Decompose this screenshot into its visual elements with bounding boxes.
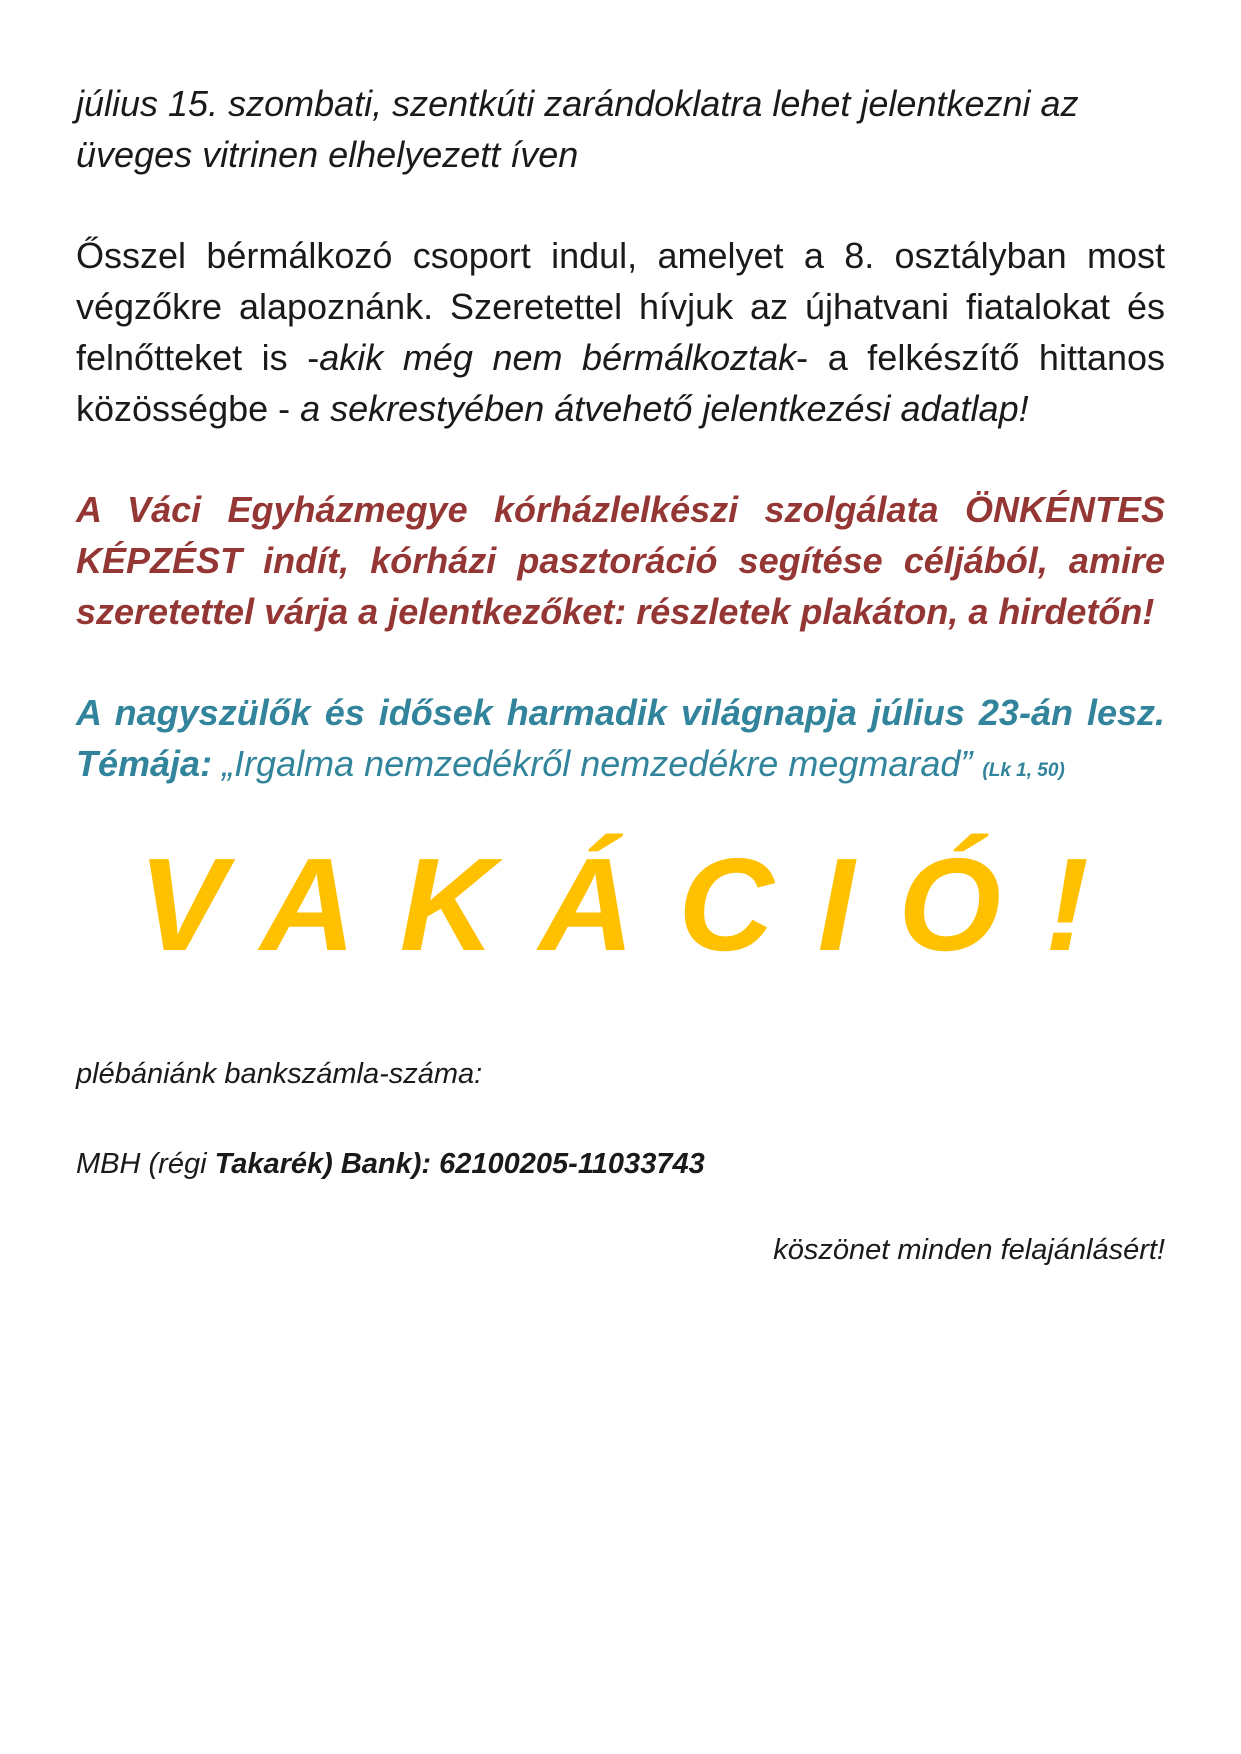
confirmation-notice (76, 230, 1165, 434)
hospital-training-notice: A Váci Egyházmegye kórházlelkészi szolgálata ÖNKÉNTES KÉPZÉST indít, kórházi pasztoráció segítése céljából, amire szeretettel várja a jelentkezőket: részletek plakáton, a hirdetőn! (76, 489, 1165, 632)
confirmation-text-2: akik még nem bérmálkoztak (319, 337, 797, 378)
grandparents-day-notice (76, 687, 1165, 796)
bank-prefix: MBH (régi (76, 1148, 215, 1180)
confirmation-text-4: a sekrestyében átvehető jelentkezési adatlap! (300, 388, 1029, 429)
bank-details: Takarék) Bank): 62100205-11033743 (214, 1148, 705, 1180)
announcement-page (76, 78, 1165, 1272)
vacation-banner: VAKÁCIÓ! (138, 831, 1133, 978)
pilgrimage-notice: július 15. szombati, szentkúti zarándoklatra lehet jelentkezni az üveges vitrinen elhelyezett íven (76, 83, 1079, 175)
bible-reference: (Lk 1, 50) (982, 760, 1065, 781)
thanks-note: köszönet minden felajánlásért! (773, 1234, 1165, 1266)
theme-quote: „Irgalma nemzedékről nemzedékre megmarad” (222, 743, 973, 784)
confirmation-text-3: - a felkészítő hittanos közösségbe - (76, 337, 1166, 429)
bank-account-label: plébániánk bankszámla-száma: (76, 1058, 483, 1090)
theme-label: Témája: (76, 743, 213, 784)
grandparents-day-line: A nagyszülők és idősek harmadik világnapja július 23-án lesz. (76, 692, 1165, 733)
bank-account-number (76, 1142, 1165, 1186)
confirmation-text-1: Ősszel bérmálkozó csoport indul, amelyet a 8. osztályban most végzőkre alapoznánk. Szeretettel hívjuk az újhatvani fiatalokat és felnőtteket is - (76, 235, 1165, 378)
